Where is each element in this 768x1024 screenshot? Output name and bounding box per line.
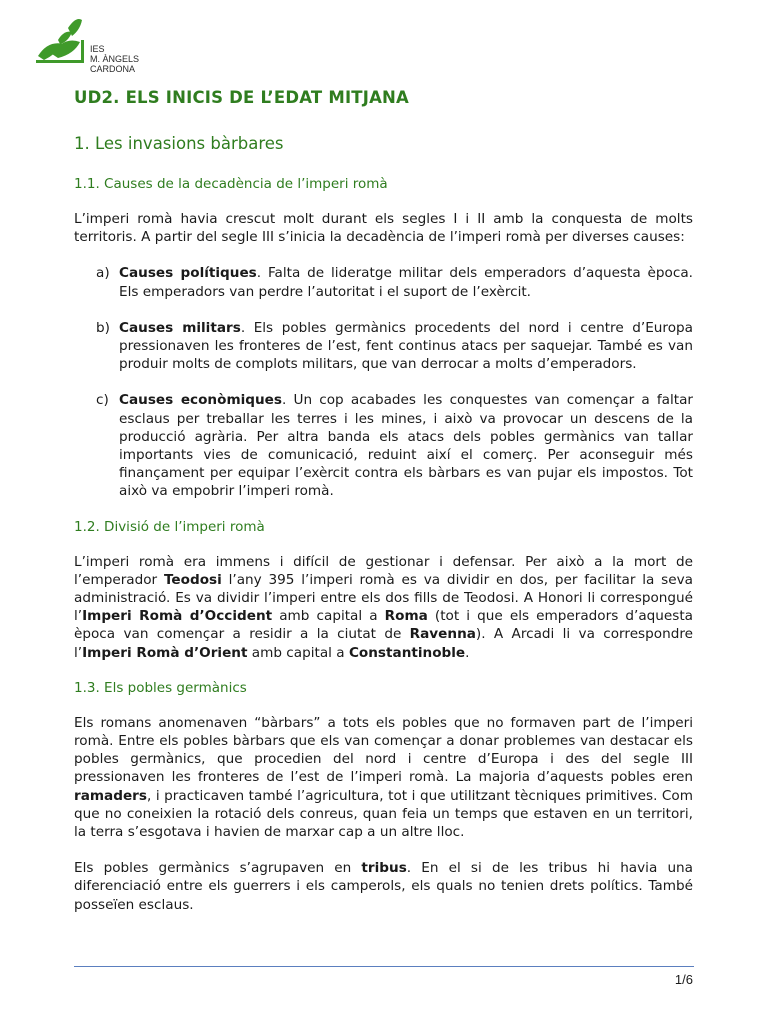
list-item-text: . Un cop acabades les conquestes van començar a faltar esclaus per treballar les terres i les mines, i això va provocar un descens de la producció agrària. Per altra banda els atacs dels pobles germànics van tallar importants vies de comunicació, reduint així el comerç. Per aconseguir més finançament per equipar l’exèrcit contra els bàrbars es van pujar els impostos. Tot això va empobrir l’imperi romà. [119, 392, 694, 500]
school-logo-text [90, 44, 139, 74]
list-item-military [74, 319, 693, 374]
school-logo-icon [34, 14, 86, 70]
paragraph-intro: L’imperi romà havia crescut molt durant els segles I i II amb la conquesta de molts territoris. A partir del segle III s’inicia la decadència de l’imperi romà per diverses causes: [74, 211, 693, 246]
logo-line-2: M. ÀNGELS [90, 54, 140, 64]
paragraph-germanic-peoples: Els romans anomenaven “bàrbars” a tots els pobles que no formaven part de l’imperi romà. Entre els pobles bàrbars que els van començar a donar problemes van destacar els pobles germànics, que procedien del nord i centre d’Europa i des del segle III pressionaven les fronteres de l’est de l’imperi romà. La majoria d’aquests pobles eren ramaders, i practicaven també l’agricultura, tot i que utilitzant tècniques primitives. Com que no coneixien la rotació dels conreus, quan feia un temps que estaven en un territori, la terra s’esgotava i havien de marxar cap a un altre lloc. [74, 714, 693, 841]
paragraph-tribes: Els pobles germànics s’agrupaven en tribus. En el si de les tribus hi havia una diferenciació entre els guerrers i els camperols, els quals no tenien drets polítics. També posseïen esclaus. [74, 860, 694, 913]
list-marker: b) [96, 319, 110, 336]
list-item-text: . Els pobles germànics procedents del nord i centre d’Europa pressionaven les fronteres de l’est, fent continus atacs per saquejar. També es van produir molts de complots militars, que van derrocar a molts d’emperadors. [119, 319, 693, 373]
subsection-heading-1-3: 1.3. Els pobles germànics [74, 679, 247, 696]
list-marker: a) [96, 265, 110, 282]
paragraph-division: L’imperi romà era immens i difícil de gestionar i defensar. Per això a la mort de l’emperador Teodosi l’any 395 l’imperi romà es va dividir en dos, per facilitar la seva administració. Es va dividir l’imperi entre els dos fills de Teodosi. A Honori li correspongué l’Imperi Romà d’Occident amb capital a Roma (tot i que els emperadors d’aquesta època van començar a residir a la ciutat de Ravenna). A Arcadi li va correspondre l’Imperi Romà d’Orient amb capital a Constantinoble. [74, 553, 693, 661]
list-item-term: Causes econòmiques [119, 392, 282, 409]
page-number: 1/6 [674, 972, 693, 987]
footer-divider [74, 966, 694, 967]
school-logo [34, 14, 154, 74]
list-item-economic [74, 391, 693, 500]
list-marker: c) [96, 392, 109, 409]
unit-title: UD2. ELS INICIS DE L’EDAT MITJANA [74, 88, 410, 107]
subsection-heading-1-2: 1.2. Divisió de l’imperi romà [74, 518, 265, 535]
list-item-term: Causes militars [119, 319, 241, 336]
list-item-text: . Falta de lideratge militar dels emperadors d’aquesta època. Els emperadors van perdre l’autoritat i el suport de l’exèrcit. [119, 265, 693, 300]
section-heading-1: 1. Les invasions bàrbares [74, 134, 284, 153]
list-item-term: Causes polítiques [119, 265, 257, 282]
subsection-heading-1-1: 1.1. Causes de la decadència de l’imperi romà [74, 176, 388, 192]
list-item-political [74, 264, 693, 300]
document-body [74, 86, 693, 914]
logo-line-3: CARDONA [90, 64, 136, 74]
logo-line-1: IES [90, 44, 105, 54]
